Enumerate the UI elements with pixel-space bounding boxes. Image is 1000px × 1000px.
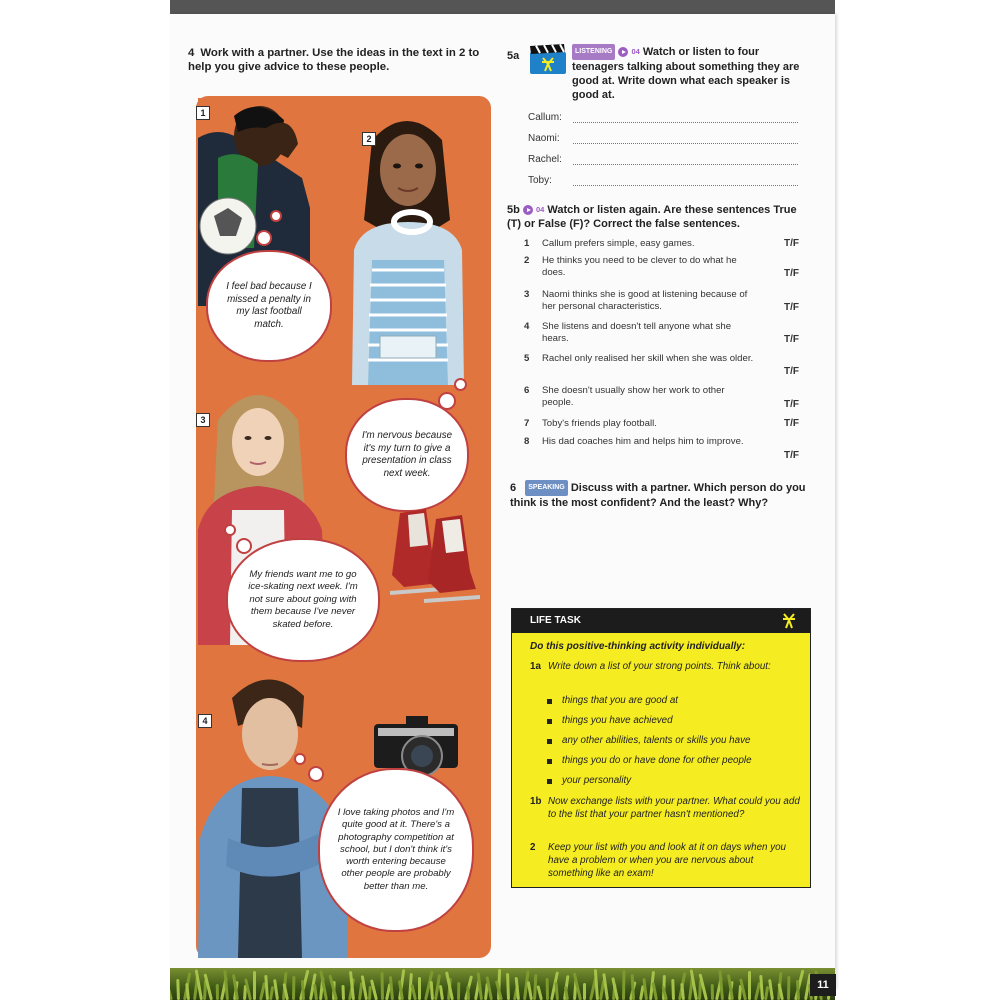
- step-text: Now exchange lists with your partner. What could you add to the list that your partner hasn't mentioned?: [548, 796, 800, 820]
- ice-skates-image: [380, 505, 485, 613]
- grass-blade: [341, 985, 345, 1000]
- item-number: 5: [524, 353, 530, 364]
- exercise-5b-instruction: [507, 203, 812, 231]
- grass-blade: [410, 984, 417, 1000]
- exercise-number: 5a: [507, 50, 520, 62]
- item-number: 6: [524, 385, 530, 396]
- speech-bubble-1: I feel bad because I missed a penalty in my last football match.: [208, 252, 330, 360]
- bullet-marker: [547, 759, 552, 764]
- thought-puff: [440, 394, 454, 408]
- grass-blade: [546, 978, 549, 1000]
- grass-blade: [438, 985, 443, 1000]
- grass-blade: [554, 982, 559, 1000]
- true-false-choice[interactable]: T/F: [784, 238, 799, 249]
- answer-line-naomi[interactable]: [528, 133, 798, 147]
- grass-blade: [718, 970, 724, 1000]
- grass-blade: [583, 983, 586, 1000]
- grass-blade: [506, 973, 510, 1000]
- speaker-name: Toby:: [528, 175, 552, 186]
- grass-blade: [787, 976, 790, 1000]
- speech-bubble-2: I'm nervous because it's my turn to give a presentation in class next week.: [347, 400, 467, 510]
- left-margin: [0, 0, 170, 1000]
- step-1a: [530, 660, 800, 673]
- speech-bubble-3: My friends want me to go ice-skating next week. I'm not sure about going with them because I've never skated before.: [228, 540, 378, 660]
- photo-girl-nervous: [342, 110, 472, 385]
- grass-blade: [671, 979, 675, 1000]
- person-number-4: 4: [198, 714, 212, 728]
- instruction-text: Watch or listen again. Are these sentences True (T) or False (F)? Correct the false sentences.: [507, 204, 797, 231]
- grass-blade: [418, 977, 421, 1000]
- item-text: His dad coaches him and helps him to improve.: [542, 436, 744, 447]
- item-text: He thinks you need to be clever to do what he does.: [542, 255, 737, 278]
- grass-blade: [759, 975, 764, 1000]
- person-number-1: 1: [196, 106, 210, 120]
- grass-blade: [429, 981, 433, 1000]
- person-number-3: 3: [196, 413, 210, 427]
- item-text: Naomi thinks she is good at listening because of her personal characteristics.: [542, 289, 748, 312]
- item-text: Toby's friends play football.: [542, 418, 657, 429]
- grass-blade: [253, 971, 256, 1000]
- bullet-marker: [547, 719, 552, 724]
- bullet-item: your personality: [562, 775, 632, 786]
- true-false-choice[interactable]: T/F: [784, 334, 799, 345]
- speaking-badge: SPEAKING: [525, 480, 568, 496]
- listening-badge: LISTENING: [572, 44, 615, 60]
- play-audio-icon[interactable]: [523, 205, 533, 215]
- photo-boy-photography: [198, 668, 348, 958]
- life-task-person-icon: [780, 612, 798, 630]
- grass-blade: [223, 970, 229, 1000]
- step-2: [530, 841, 800, 880]
- bullet-marker: [547, 699, 552, 704]
- grass-blade: [642, 978, 648, 1000]
- instruction-text: Watch or listen to four teenagers talking about something they are good at. Write down what each speaker is good at.: [572, 45, 800, 101]
- thought-puff: [226, 526, 234, 534]
- answer-line-callum[interactable]: [528, 112, 798, 126]
- item-number: 2: [524, 255, 530, 266]
- instruction-text: Discuss with a partner. Which person do you think is the most confident? And the least? Why?: [510, 481, 806, 509]
- true-false-choice[interactable]: T/F: [784, 302, 799, 313]
- person-number-2: 2: [362, 132, 376, 146]
- step-text: Keep your list with you and look at it on days when you have a problem or when you are nervous about something like an exam!: [548, 842, 786, 879]
- item-number: 1: [524, 238, 530, 249]
- step-number: 1b: [530, 796, 542, 807]
- grass-blade: [264, 975, 269, 1000]
- bullet-item: things you do or have done for other people: [562, 755, 752, 766]
- step-number: 1a: [530, 661, 541, 672]
- speaker-name: Callum:: [528, 112, 562, 123]
- life-task-title: LIFE TASK: [530, 615, 581, 626]
- speaker-name: Naomi:: [528, 133, 560, 144]
- bullet-item: any other abilities, talents or skills you have: [562, 735, 751, 746]
- grass-blade: [631, 974, 635, 1000]
- true-false-choice[interactable]: T/F: [784, 399, 799, 410]
- grass-blade: [389, 976, 394, 1000]
- grass-blade: [748, 971, 751, 1000]
- right-margin: [835, 0, 1000, 1000]
- step-number: 2: [530, 842, 536, 853]
- grass-blade: [381, 972, 384, 1000]
- video-clapper-icon: [528, 44, 568, 76]
- grass-blade: [216, 984, 219, 1000]
- grass-blade: [457, 982, 460, 1000]
- step-1b: [530, 795, 800, 821]
- grass-blade: [328, 974, 338, 1000]
- play-audio-icon[interactable]: [618, 47, 628, 57]
- grass-blade: [313, 984, 318, 1000]
- exercise-number: 5b: [507, 204, 520, 216]
- top-edge: [170, 0, 835, 14]
- grass-blade: [176, 979, 180, 1000]
- bullet-marker: [547, 739, 552, 744]
- exercise-5a-instruction: [572, 44, 812, 102]
- item-text: She doesn't usually show her work to other people.: [542, 385, 725, 408]
- bullet-marker: [547, 779, 552, 784]
- item-number: 3: [524, 289, 530, 300]
- item-text: Rachel only realised her skill when she was older.: [542, 353, 754, 364]
- item-text: Callum prefers simple, easy games.: [542, 238, 695, 249]
- page-number: 11: [810, 974, 836, 996]
- exercise-6-instruction: [510, 480, 810, 510]
- grass-blade: [170, 986, 173, 1000]
- item-number: 4: [524, 321, 530, 332]
- grass-blade: [622, 970, 626, 1000]
- thought-puff: [456, 380, 465, 389]
- item-text: She listens and doesn't tell anyone what she hears.: [542, 321, 732, 344]
- speech-bubble-4: I love taking photos and I'm quite good at it. There's a photography competition at school, but I don't think it's worth entering because other people are probably better than me.: [320, 770, 472, 930]
- true-false-choice[interactable]: T/F: [784, 418, 799, 429]
- exercise-number: 4: [188, 47, 195, 59]
- bullet-item: things that you are good at: [562, 695, 679, 706]
- grass-blade: [536, 985, 543, 1000]
- exercise-4-instruction: [188, 46, 488, 74]
- life-task-intro: Do this positive-thinking activity individually:: [530, 641, 746, 652]
- bullet-item: things you have achieved: [562, 715, 673, 726]
- grass-blade: [652, 982, 658, 1000]
- true-false-choice[interactable]: T/F: [784, 268, 799, 279]
- track-number: 04: [631, 47, 640, 56]
- true-false-choice[interactable]: T/F: [784, 366, 799, 377]
- thought-puff: [310, 768, 322, 780]
- grass-blade: [593, 969, 598, 1000]
- thought-puff: [296, 755, 304, 763]
- grass-blade: [292, 976, 295, 1000]
- true-false-choice[interactable]: T/F: [784, 450, 799, 461]
- instruction-text: Work with a partner. Use the ideas in the text in 2 to help you give advice to these people.: [188, 47, 480, 73]
- exercise-5a-number: [507, 50, 519, 62]
- thought-puff: [238, 540, 250, 552]
- track-number: 04: [535, 205, 545, 215]
- life-task-header: [512, 609, 810, 633]
- grass-blade: [711, 984, 714, 1000]
- thought-puff: [258, 232, 270, 244]
- answer-line-rachel[interactable]: [528, 154, 798, 168]
- item-number: 8: [524, 436, 530, 447]
- exercise-number: 6: [510, 481, 517, 494]
- answer-line-toby[interactable]: [528, 175, 798, 189]
- grass-footer: [170, 968, 835, 1000]
- item-number: 7: [524, 418, 530, 429]
- life-task-box: [511, 608, 811, 888]
- thought-puff: [272, 212, 280, 220]
- step-text: Write down a list of your strong points. Think about:: [548, 661, 771, 672]
- speaker-name: Rachel:: [528, 154, 562, 165]
